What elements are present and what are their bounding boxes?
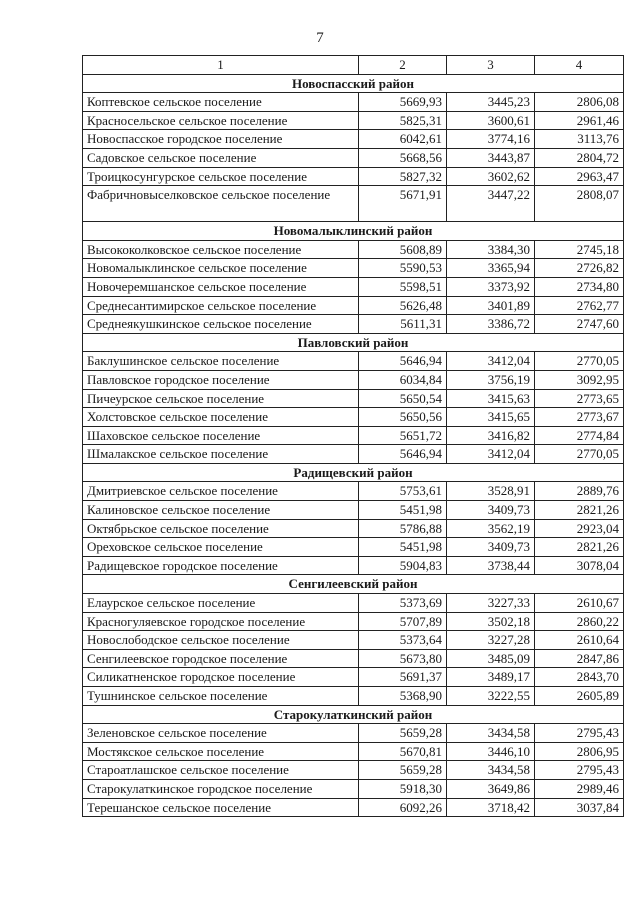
value-col-3: 3409,73 [447,538,535,557]
settlement-name: Зеленовское сельское поселение [83,724,359,743]
value-col-2: 5368,90 [359,687,447,706]
value-col-3: 3415,63 [447,389,535,408]
value-col-4: 2821,26 [535,538,624,557]
value-col-4: 2963,47 [535,167,624,186]
value-col-2: 5904,83 [359,556,447,575]
value-col-4: 3092,95 [535,370,624,389]
table-row [83,167,624,186]
settlement-name: Тушнинское сельское поселение [83,687,359,706]
value-col-3: 3227,33 [447,594,535,613]
page-number: 7 [316,30,324,46]
table-row [83,556,624,575]
value-col-4: 2961,46 [535,111,624,130]
table-row [83,370,624,389]
column-header: 3 [447,56,535,75]
district-title: Павловский район [83,333,624,352]
value-col-4: 2770,05 [535,352,624,371]
value-col-3: 3774,16 [447,130,535,149]
value-col-3: 3447,22 [447,186,535,222]
section-header-row [83,222,624,241]
value-col-2: 5626,48 [359,296,447,315]
value-col-3: 3443,87 [447,148,535,167]
value-col-3: 3445,23 [447,93,535,112]
value-col-3: 3412,04 [447,352,535,371]
value-col-2: 5646,94 [359,352,447,371]
settlement-name: Троицкосунгурское сельское поселение [83,167,359,186]
table-row [83,631,624,650]
settlement-name: Силикатненское городское поселение [83,668,359,687]
section-header-row [83,575,624,594]
table-row [83,389,624,408]
table-row [83,501,624,520]
settlement-name: Красносельское сельское поселение [83,111,359,130]
table-row [83,538,624,557]
value-col-2: 5659,28 [359,724,447,743]
value-col-2: 6042,61 [359,130,447,149]
settlement-name: Терешанское сельское поселение [83,798,359,817]
value-col-3: 3227,28 [447,631,535,650]
settlement-name: Старокулаткинское городское поселение [83,779,359,798]
settlement-name: Новоспасское городское поселение [83,130,359,149]
settlement-name: Новочеремшанское сельское поселение [83,277,359,296]
value-col-2: 5651,72 [359,426,447,445]
table-row [83,687,624,706]
value-col-4: 2734,80 [535,277,624,296]
value-col-3: 3600,61 [447,111,535,130]
district-title: Радищевский район [83,463,624,482]
table-row [83,594,624,613]
value-col-2: 5827,32 [359,167,447,186]
settlement-name: Сенгилеевское городское поселение [83,649,359,668]
value-col-3: 3562,19 [447,519,535,538]
value-col-2: 5669,93 [359,93,447,112]
value-col-4: 3078,04 [535,556,624,575]
value-col-2: 5786,88 [359,519,447,538]
table-body [83,74,624,817]
value-col-2: 5918,30 [359,779,447,798]
column-header: 1 [83,56,359,75]
value-col-2: 5753,61 [359,482,447,501]
settlement-name: Староатлашское сельское поселение [83,761,359,780]
table-row [83,426,624,445]
value-col-4: 2762,77 [535,296,624,315]
value-col-3: 3434,58 [447,761,535,780]
section-header-row [83,463,624,482]
table-row [83,148,624,167]
table-row [83,352,624,371]
value-col-3: 3373,92 [447,277,535,296]
value-col-4: 2795,43 [535,724,624,743]
settlement-name: Новослободское сельское поселение [83,631,359,650]
settlement-name: Фабричновыселковское сельское поселение [83,186,359,222]
value-col-2: 6092,26 [359,798,447,817]
value-col-4: 2610,67 [535,594,624,613]
value-col-4: 2773,65 [535,389,624,408]
value-col-3: 3446,10 [447,742,535,761]
settlement-name: Пичеурское сельское поселение [83,389,359,408]
value-col-3: 3412,04 [447,445,535,464]
value-col-4: 2808,07 [535,186,624,222]
settlement-name: Шаховское сельское поселение [83,426,359,445]
value-col-3: 3602,62 [447,167,535,186]
table-header [83,56,624,75]
settlement-name: Ореховское сельское поселение [83,538,359,557]
value-col-2: 5646,94 [359,445,447,464]
table-row [83,259,624,278]
value-col-4: 2774,84 [535,426,624,445]
settlement-name: Коптевское сельское поселение [83,93,359,112]
value-col-2: 5590,53 [359,259,447,278]
value-col-3: 3502,18 [447,612,535,631]
column-header: 2 [359,56,447,75]
settlement-name: Мостякское сельское поселение [83,742,359,761]
table-row [83,519,624,538]
value-col-3: 3384,30 [447,240,535,259]
table-row [83,668,624,687]
column-header: 4 [535,56,624,75]
table-row [83,742,624,761]
value-col-2: 5611,31 [359,315,447,334]
table-row [83,130,624,149]
value-col-4: 2795,43 [535,761,624,780]
value-col-4: 2610,64 [535,631,624,650]
settlement-name: Среднеякушкинское сельское поселение [83,315,359,334]
settlement-name: Среднесантимирское сельское поселение [83,296,359,315]
table-row [83,779,624,798]
table-row [83,649,624,668]
district-title: Новомалыклинский район [83,222,624,241]
value-col-3: 3718,42 [447,798,535,817]
value-col-2: 5671,91 [359,186,447,222]
table-row [83,315,624,334]
value-col-4: 2860,22 [535,612,624,631]
table-row [83,93,624,112]
value-col-4: 2726,82 [535,259,624,278]
value-col-4: 2889,76 [535,482,624,501]
table-row [83,798,624,817]
value-col-4: 2605,89 [535,687,624,706]
value-col-2: 5691,37 [359,668,447,687]
value-col-2: 5608,89 [359,240,447,259]
table-row [83,482,624,501]
table-row [83,612,624,631]
value-col-3: 3434,58 [447,724,535,743]
settlement-name: Калиновское сельское поселение [83,501,359,520]
value-col-3: 3485,09 [447,649,535,668]
settlement-name: Высококолковское сельское поселение [83,240,359,259]
value-col-3: 3415,65 [447,408,535,427]
value-col-2: 5670,81 [359,742,447,761]
settlement-name: Дмитриевское сельское поселение [83,482,359,501]
value-col-2: 5650,54 [359,389,447,408]
value-col-2: 5825,31 [359,111,447,130]
value-col-4: 2806,95 [535,742,624,761]
value-col-2: 5373,64 [359,631,447,650]
table-row [83,111,624,130]
value-col-2: 5659,28 [359,761,447,780]
value-col-4: 3037,84 [535,798,624,817]
value-col-2: 5673,80 [359,649,447,668]
table-row [83,186,624,222]
value-col-3: 3738,44 [447,556,535,575]
value-col-2: 5707,89 [359,612,447,631]
value-col-4: 2847,86 [535,649,624,668]
settlement-name: Баклушинское сельское поселение [83,352,359,371]
section-header-row [83,74,624,93]
value-col-2: 5650,56 [359,408,447,427]
value-col-3: 3365,94 [447,259,535,278]
value-col-2: 5451,98 [359,538,447,557]
value-col-3: 3649,86 [447,779,535,798]
value-col-3: 3222,55 [447,687,535,706]
section-header-row [83,705,624,724]
settlement-name: Павловское городское поселение [83,370,359,389]
value-col-3: 3416,82 [447,426,535,445]
table-row [83,724,624,743]
value-col-2: 5668,56 [359,148,447,167]
table-row [83,761,624,780]
settlement-name: Садовское сельское поселение [83,148,359,167]
table-row [83,240,624,259]
value-col-4: 2843,70 [535,668,624,687]
settlement-name: Октябрьское сельское поселение [83,519,359,538]
value-col-3: 3489,17 [447,668,535,687]
value-col-2: 5373,69 [359,594,447,613]
value-col-3: 3386,72 [447,315,535,334]
value-col-4: 2773,67 [535,408,624,427]
value-col-3: 3409,73 [447,501,535,520]
value-col-2: 5451,98 [359,501,447,520]
value-col-4: 2747,60 [535,315,624,334]
table-row [83,408,624,427]
value-col-3: 3401,89 [447,296,535,315]
settlement-name: Елаурское сельское поселение [83,594,359,613]
value-col-3: 3756,19 [447,370,535,389]
tariff-table [82,55,624,817]
value-col-4: 2770,05 [535,445,624,464]
settlement-name: Радищевское городское поселение [83,556,359,575]
value-col-3: 3528,91 [447,482,535,501]
settlement-name: Шмалакское сельское поселение [83,445,359,464]
value-col-4: 2821,26 [535,501,624,520]
value-col-4: 2745,18 [535,240,624,259]
section-header-row [83,333,624,352]
settlement-name: Новомалыклинское сельское поселение [83,259,359,278]
value-col-2: 6034,84 [359,370,447,389]
district-title: Сенгилеевский район [83,575,624,594]
value-col-4: 3113,76 [535,130,624,149]
settlement-name: Красногуляевское городское поселение [83,612,359,631]
value-col-4: 2806,08 [535,93,624,112]
value-col-4: 2989,46 [535,779,624,798]
value-col-4: 2804,72 [535,148,624,167]
district-title: Новоспасский район [83,74,624,93]
value-col-2: 5598,51 [359,277,447,296]
district-title: Старокулаткинский район [83,705,624,724]
table-row [83,277,624,296]
value-col-4: 2923,04 [535,519,624,538]
table-row [83,296,624,315]
table-row [83,445,624,464]
settlement-name: Холстовское сельское поселение [83,408,359,427]
